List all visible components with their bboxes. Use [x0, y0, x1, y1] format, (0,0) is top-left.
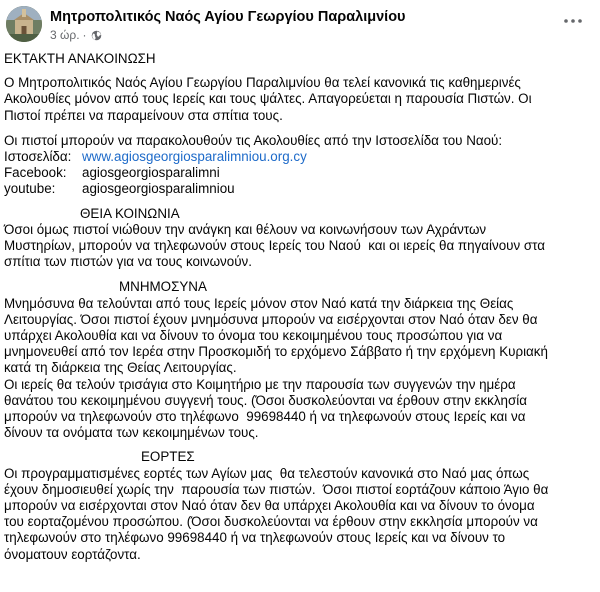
facebook-label: Facebook: [4, 165, 67, 181]
eortes-line: έχουν δημοσιευθεί χωρίς την παρουσία των πιστών. Όσοι πιστοί εορτάζουν κάποιο Άγιο θα [4, 481, 549, 497]
mnimosyna-line: κατά τη διάρκεια της Θείας Λειτουργίας. [4, 360, 237, 376]
mnimosyna-line: Οι ιερείς θα τελούν τρισάγια στο Κοιμητήριο με την παρουσία των συγγενών την ημέρα [4, 376, 516, 392]
facebook-value: agiosgeorgiosparalimni [82, 165, 220, 181]
more-options-icon [564, 19, 582, 23]
intro-line: Πιστοί πρέπει να παραμείνουν στα σπίτια τους. [4, 107, 283, 123]
eortes-line: Οι προγραμματισμένες εορτές των Αγίων μας θα τελεστούν κανονικά στο Ναό μας όπως [4, 465, 530, 481]
youtube-label: youtube: [4, 181, 56, 197]
website-link[interactable]: www.agiosgeorgiosparalimniou.org.cy [82, 149, 307, 165]
mnimosyna-line: Λειτουργίας. Όσοι πιστοί έχουν μνημόσυνα μπορούν να εισέρχονται στον Ναό όταν δεν θα [4, 311, 538, 327]
eortes-line: του εορταζομένου προσώπου. (Όσοι δυσκολεύονται να έρθουν στην εκκλησία μπορούν να [4, 514, 538, 530]
church-thumbnail [6, 6, 42, 42]
theia-line: Μυστηρίων, μπορούν να τηλεφωνούν στους Ιερείς του Ναού και οι ιερείς θα πηγαίνουν στα [4, 238, 545, 254]
more-options-button[interactable] [558, 10, 588, 32]
mnimosyna-line: υπάρχει Ακολουθία και να δίνουν το όνομα του κεκοιμημένου τους προσώπου για να [4, 328, 503, 344]
mnimosyna-line: δίνουν τα ονόματα των κεκοιμημένων τους. [4, 425, 259, 441]
mnimosyna-line: θανάτου του κεκοιμημένου συγγενή τους. (Όσοι δυσκολεύονται να έρθουν στην εκκλησία [4, 392, 527, 408]
page-avatar[interactable] [6, 6, 42, 42]
theia-koinonia-heading: ΘΕΙΑ ΚΟΙΝΩΝΙΑ [80, 205, 180, 221]
page-name-link[interactable]: Μητροπολιτικός Ναός Αγίου Γεωργίου Παραλιμνίου [50, 9, 406, 25]
post-meta [50, 28, 102, 42]
follow-line: Οι πιστοί μπορούν να παρακολουθούν τις Ακολουθίες από την Ιστοσελίδα του Ναού: [4, 132, 503, 148]
website-row [4, 149, 592, 165]
theia-line: Όσοι όμως πιστοί νιώθουν την ανάγκη και θέλουν να κοινωνήσουν των Αχράντων [4, 221, 487, 237]
mnimosyna-line: μνημονευθεί από τον Ιερέα στην Προσκομιδή το ερχόμενο Σάββατο ή την ερχόμενη Κυριακή [4, 344, 548, 360]
eortes-line: τηλεφωνούν στο τηλέφωνο 99698440 ή να τηλεφωνούν στους Ιερείς και να δίνουν το [4, 530, 506, 546]
theia-line: σπίτια των πιστών για να τους κοινωνούν. [4, 254, 252, 270]
eortes-line: όνοματουν εορτάζοντα. [4, 546, 141, 562]
announcement-title: ΕΚΤΑΚΤΗ ΑΝΑΚΟΙΝΩΣΗ [4, 51, 156, 66]
post-body [4, 51, 592, 563]
youtube-row [4, 181, 592, 197]
website-label: Ιστοσελίδα: [4, 149, 72, 165]
post-timestamp[interactable]: 3 ώρ. [50, 28, 80, 42]
youtube-value: agiosgeorgiosparalimniou [82, 181, 235, 197]
globe-icon[interactable] [91, 30, 102, 41]
mnimosyna-line: μπορούν να τηλεφωνούν στο τηλέφωνο 99698440 ή να τηλεφωνούν στους Ιερείς και να [4, 409, 526, 425]
intro-line: Ακολουθίες μόνον από τους Ιερείς και τους ψάλτες. Απαγορεύεται η παρουσία Πιστών. Οι [4, 91, 532, 107]
intro-line: Ο Μητροπολιτικός Ναός Αγίου Γεωργίου Παραλιμνίου θα τελεί κανονικά τις καθημερινές [4, 75, 521, 91]
eortes-line: μπορούν να εισέρχονται στον Ναό όταν δεν θα υπάρχει Ακολουθία και να δίνουν το όνομα [4, 498, 535, 514]
mnimosyna-heading: ΜΝΗΜΟΣΥΝΑ [119, 279, 207, 295]
eortes-heading: ΕΟΡΤΕΣ [141, 449, 195, 465]
facebook-row [4, 165, 592, 181]
mnimosyna-line: Μνημόσυνα θα τελούνται από τους Ιερείς μόνον στον Ναό κατά την διάρκεια της Θείας [4, 295, 514, 311]
meta-separator: · [82, 28, 87, 42]
